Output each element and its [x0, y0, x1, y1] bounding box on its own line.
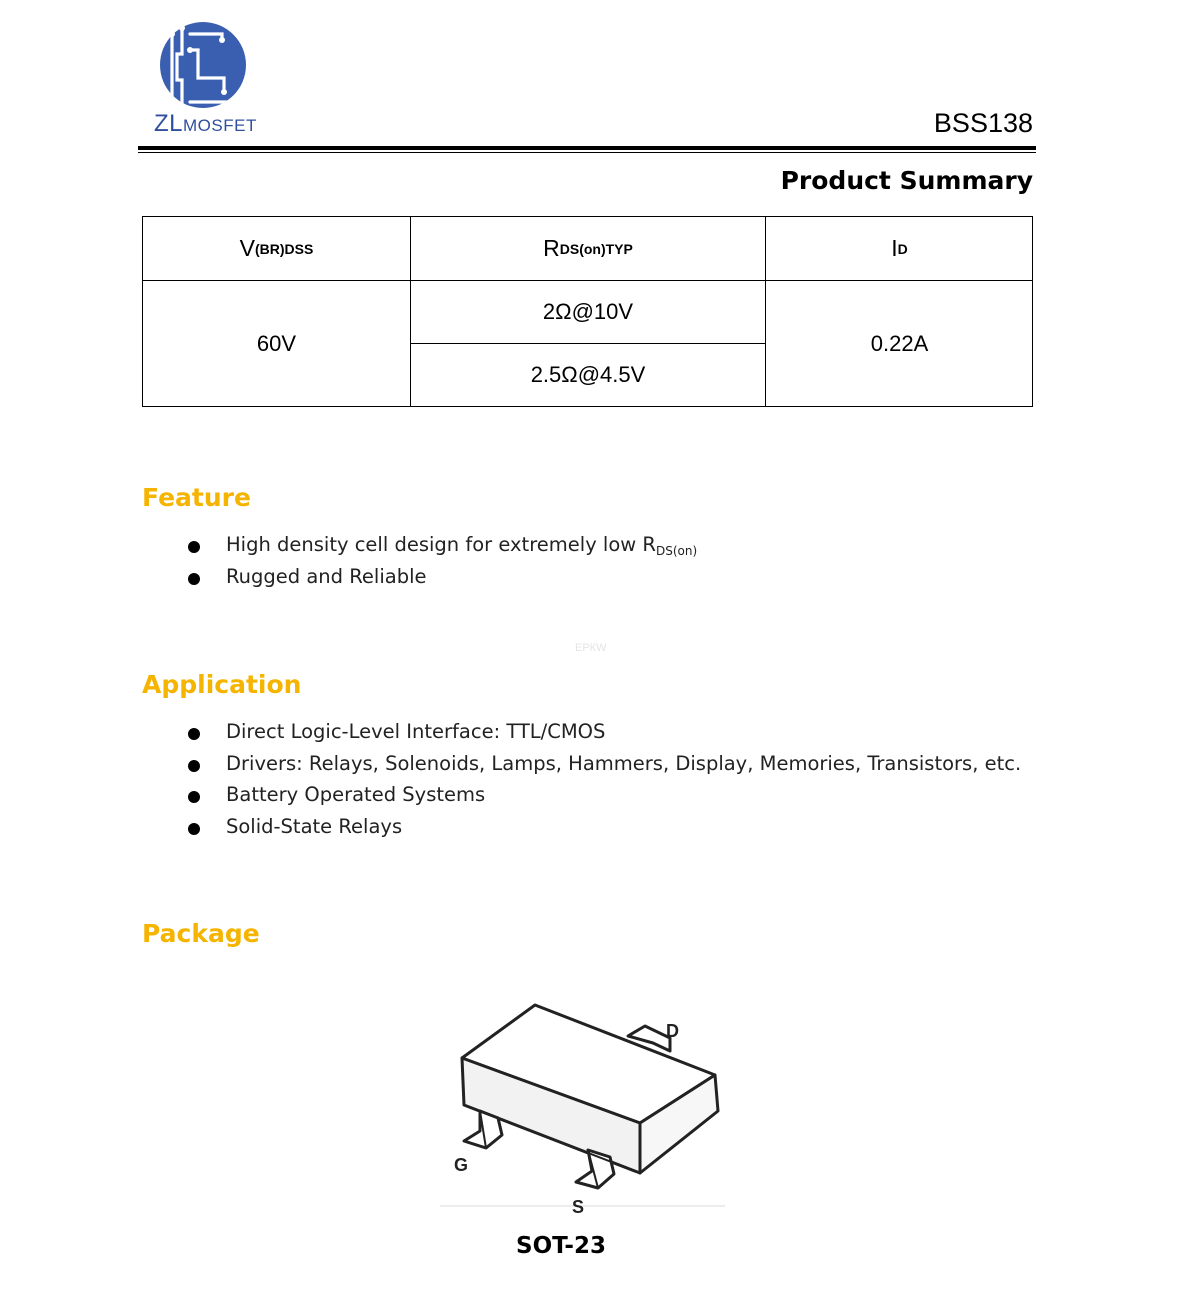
bullet-icon: [188, 728, 200, 740]
pin-label-g: G: [454, 1155, 469, 1175]
bullet-icon: [188, 541, 200, 553]
value-id: 0.22A: [870, 331, 929, 356]
product-summary-table: [142, 216, 1033, 407]
feature-list: [142, 533, 697, 596]
header-id: I D: [891, 235, 908, 261]
application-title: Application: [142, 670, 302, 699]
application-list: [142, 720, 1021, 846]
list-item: Solid-State Relays: [142, 815, 1021, 847]
pin-label-d: D: [666, 1021, 679, 1041]
sot23-package-drawing: [440, 983, 725, 1213]
logo-brand-prefix: ZL: [154, 110, 184, 137]
package-title: Package: [142, 919, 260, 948]
list-item: Direct Logic-Level Interface: TTL/CMOS: [142, 720, 1021, 752]
feature-title: Feature: [142, 483, 251, 512]
package-caption: SOT-23: [516, 1233, 606, 1259]
bullet-icon: [188, 573, 200, 585]
header-rule-thick: [138, 146, 1036, 150]
logo-wordmark: [154, 110, 257, 138]
list-item: Rugged and Reliable: [142, 565, 697, 597]
part-number: BSS138: [933, 108, 1033, 138]
list-item: Drivers: Relays, Solenoids, Lamps, Hammers, Display, Memories, Transistors, etc.: [142, 752, 1021, 784]
watermark: ЕРКW: [575, 642, 607, 654]
bullet-icon: [188, 791, 200, 803]
product-summary-title: Product Summary: [780, 166, 1033, 195]
list-item: Battery Operated Systems: [142, 783, 1021, 815]
logo-brand-suffix: MOSFET: [183, 116, 257, 135]
value-vbrdss: 60V: [256, 331, 297, 356]
value-rdson-4v5: 2.5Ω@4.5V: [530, 362, 646, 387]
pin-label-s: S: [572, 1197, 585, 1213]
value-rdson-10v: 2Ω@10V: [542, 299, 634, 324]
header-vbrdss: V (BR)DSS: [239, 235, 314, 261]
header-rdson: R DS(on)TYP: [543, 235, 633, 261]
bullet-icon: [188, 760, 200, 772]
bullet-icon: [188, 823, 200, 835]
list-item: High density cell design for extremely low $R_{DS(on)}$: [142, 533, 697, 565]
header-rule-thin: [138, 152, 1036, 153]
